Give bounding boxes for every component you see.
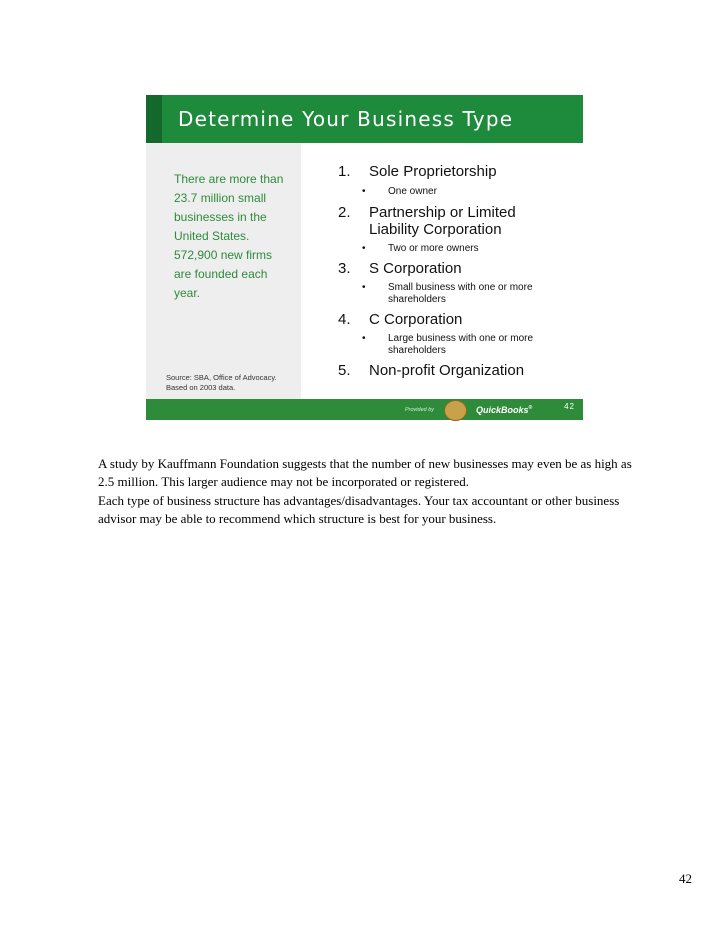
logo-wordmark: QuickBooks bbox=[476, 405, 529, 415]
slide-number: 42 bbox=[564, 402, 575, 411]
list-item-number: 3. bbox=[338, 260, 351, 277]
list-item-label: S Corporation bbox=[369, 260, 462, 277]
slide-title: Determine Your Business Type bbox=[178, 107, 514, 131]
body-paragraph: Each type of business structure has advantages/disadvantages. Your tax accountant or other business advisor may be able to recommend which structure is best for your business. bbox=[98, 493, 620, 526]
slide-title-bar bbox=[146, 95, 583, 143]
list-item-number: 1. bbox=[338, 163, 351, 180]
quickbooks-logo-icon bbox=[444, 400, 467, 421]
list-item-label: Partnership or Limited Liability Corporation bbox=[369, 204, 516, 238]
registered-mark: ® bbox=[528, 405, 533, 411]
title-accent-block bbox=[146, 95, 162, 143]
bullet-icon: • bbox=[362, 186, 366, 197]
source-line: Source: SBA, Office of Advocacy. bbox=[166, 373, 277, 382]
source-citation bbox=[166, 373, 277, 393]
stat-line: are founded each bbox=[174, 267, 268, 281]
stat-line: businesses in the bbox=[174, 210, 267, 224]
bullet-icon: • bbox=[362, 333, 366, 344]
list-item-number: 5. bbox=[338, 362, 351, 379]
stat-line: 572,900 new firms bbox=[174, 248, 273, 262]
stat-line: 23.7 million small bbox=[174, 191, 267, 205]
stat-line: United States. bbox=[174, 229, 250, 243]
list-item-label: C Corporation bbox=[369, 311, 463, 328]
quickbooks-logo-text bbox=[476, 405, 532, 415]
list-item-number: 2. bbox=[338, 204, 351, 221]
list-sub-item-text: Large business with one or more shareholders bbox=[388, 333, 534, 356]
stat-line: There are more than bbox=[174, 172, 284, 186]
bullet-icon: • bbox=[362, 243, 366, 254]
list-sub-item-text: One owner bbox=[388, 186, 437, 197]
stat-line: year. bbox=[174, 286, 201, 300]
page-number: 42 bbox=[679, 871, 692, 886]
slide-footer-bar bbox=[146, 399, 583, 420]
list-sub-item-text: Small business with one or more shareholders bbox=[388, 282, 533, 305]
body-paragraph: A study by Kauffmann Foundation suggests that the number of new businesses may even be as high as 2.5 million. This larger audience may not be incorporated or registered. bbox=[98, 456, 632, 489]
source-line: Based on 2003 data. bbox=[166, 383, 236, 392]
list-item-label: Non-profit Organization bbox=[369, 362, 525, 379]
slide-image bbox=[146, 95, 583, 420]
stat-callout-text bbox=[174, 170, 283, 303]
list-sub-item-text: Two or more owners bbox=[388, 243, 479, 254]
bullet-icon: • bbox=[362, 282, 366, 293]
list-item-number: 4. bbox=[338, 311, 351, 328]
list-item-label: Sole Proprietorship bbox=[369, 163, 497, 180]
provided-by-label: Provided by bbox=[405, 407, 435, 413]
